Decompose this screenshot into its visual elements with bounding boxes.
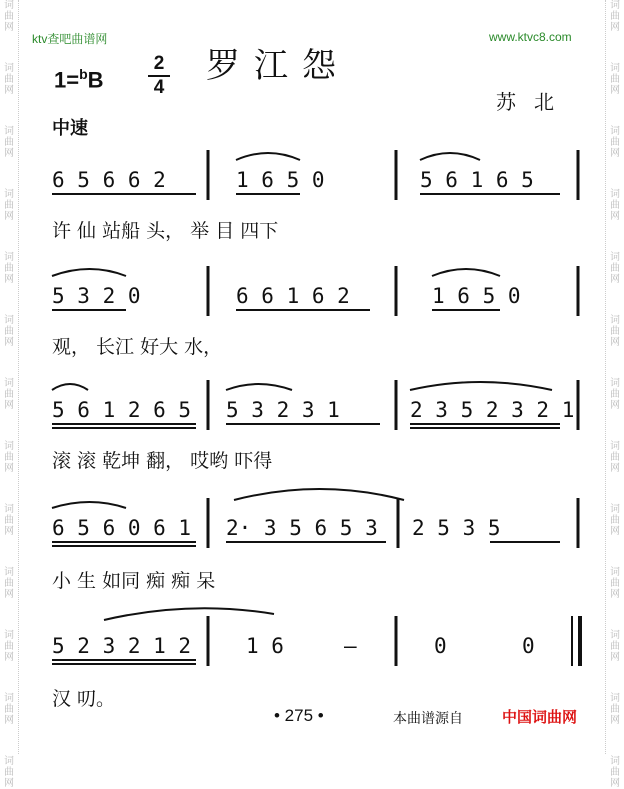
row3-lyrics: 滚 滚 乾坤 翻， 哎哟 吓得 <box>52 450 273 472</box>
flat-sign: b <box>79 66 88 82</box>
side-watermark-text: 词 曲 网 <box>4 441 14 474</box>
bar-lines <box>208 150 580 666</box>
slur <box>52 269 126 276</box>
side-watermark-text: 词 曲 网 <box>610 441 620 474</box>
row5-dash: — <box>344 634 357 658</box>
row3-measure3: 2 3 5 2 3 2 1 <box>410 398 575 422</box>
row2-measure3: 1 6 5 0 <box>432 284 521 308</box>
side-watermark-text: 词 曲 网 <box>4 0 14 33</box>
watermark-left: ktv查吧曲谱网 <box>32 32 108 46</box>
row5-rest2: 0 <box>522 634 535 658</box>
slurs <box>52 153 552 620</box>
tempo-marking: 中速 <box>52 118 88 139</box>
slur <box>236 153 300 160</box>
side-watermark-text: 词 曲 网 <box>610 567 620 600</box>
song-title: 罗江怨 <box>206 46 350 86</box>
row1-measure3: 5 6 1 6 5 <box>420 168 534 192</box>
row5-measure1: 5 2 3 2 1 2 <box>52 634 192 658</box>
row5-rest1: 0 <box>434 634 447 658</box>
row4-lyrics: 小 生 如同 痴 痴 呆 <box>52 570 216 592</box>
side-watermark-text: 词 曲 网 <box>4 756 14 789</box>
region-label: 苏北 <box>496 90 572 114</box>
slur <box>420 153 480 160</box>
slur <box>52 502 126 508</box>
row4-measure3: 2 5 3 5 <box>412 516 501 540</box>
side-watermark-text: 词 曲 网 <box>4 63 14 96</box>
side-watermark-text: 词 曲 网 <box>610 126 620 159</box>
slur <box>410 382 552 390</box>
side-watermark-text: 词 曲 网 <box>610 378 620 411</box>
side-watermark-text: 词 曲 网 <box>610 252 620 285</box>
side-watermark-text: 词 曲 网 <box>4 504 14 537</box>
row3-measure2: 5 3 2 3 1 <box>226 398 340 422</box>
side-watermark-text: 词 曲 网 <box>4 693 14 726</box>
side-watermark-text: 词 曲 网 <box>4 567 14 600</box>
source-label: 本曲谱源自 <box>393 711 463 727</box>
row1-measure1: 6 5 6 6 2 <box>52 168 166 192</box>
side-watermark-text: 词 曲 网 <box>4 252 14 285</box>
watermark-right: www.ktvc8.com <box>489 30 572 44</box>
row2-measure1: 5 3 2 0 <box>52 284 141 308</box>
slur <box>432 269 500 276</box>
slur <box>104 608 274 620</box>
side-watermark-text: 词 曲 网 <box>610 504 620 537</box>
row4-measure2: 2· 3 5 6 5 3 <box>226 516 378 540</box>
side-watermark-text: 词 曲 网 <box>4 378 14 411</box>
row2-lyrics: 观， 长江 好大 水， <box>52 336 223 358</box>
row2-measure2: 6 6 1 6 2 <box>236 284 350 308</box>
time-bottom: 4 <box>153 77 165 98</box>
underlines <box>52 194 560 664</box>
side-watermark-text: 词 曲 网 <box>610 189 620 222</box>
source-brand: 中国词曲网 <box>502 708 578 726</box>
key-prefix: 1= <box>54 67 80 93</box>
row1-lyrics: 许 仙 站船 头， 举 目 四下 <box>52 220 279 242</box>
side-watermark-text: 词 曲 网 <box>610 756 620 789</box>
key-note: B <box>87 67 104 93</box>
row5-lyrics: 汉 叨。 <box>52 688 116 710</box>
slur <box>226 384 292 390</box>
side-watermark-text: 词 曲 网 <box>4 126 14 159</box>
side-watermark-text: 词 曲 网 <box>610 630 620 663</box>
page-number: • 275 • <box>274 706 324 725</box>
slur <box>52 384 88 390</box>
slur <box>234 489 404 500</box>
side-watermark-text: 词 曲 网 <box>610 693 620 726</box>
side-watermark-text: 词 曲 网 <box>4 189 14 222</box>
row5-measure2: 1 6 <box>246 634 284 658</box>
side-watermark-text: 词 曲 网 <box>610 63 620 96</box>
row4-measure1: 6 5 6 0 6 1 <box>52 516 192 540</box>
row3-measure1: 5 6 1 2 6 5 <box>52 398 192 422</box>
time-top: 2 <box>153 53 165 74</box>
side-watermark-text: 词 曲 网 <box>610 0 620 33</box>
side-watermark-text: 词 曲 网 <box>4 315 14 348</box>
side-watermark-text: 词 曲 网 <box>4 630 14 663</box>
side-watermark-text: 词 曲 网 <box>610 315 620 348</box>
row1-measure2: 1 6 5 0 <box>236 168 325 192</box>
